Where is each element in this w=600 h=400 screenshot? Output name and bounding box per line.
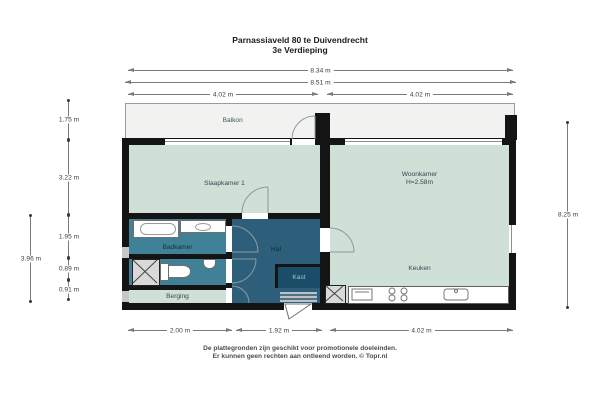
dim-bottom-middle-label: 1.92 m [266,328,292,335]
kitchen-appliance [352,289,372,300]
entrance-door-leaf [285,304,311,319]
balkon-door-arc [292,116,315,139]
room-badkamer-label: Badkamer [162,244,193,251]
dim-top-total-label: 8.34 m [307,68,333,75]
disclaimer-line1: De plattegronden zijn geschikt voor promotionele doeleinden. [203,345,397,352]
dim-left-badkamer-label: 1.95 m [56,233,82,240]
dim-top-inner-label: 8.51 m [307,80,333,87]
dim-left-berging-label: 0.91 m [56,287,82,294]
dim-bottom-right-label: 4.02 m [408,328,434,335]
slaapkamer-door-arc [242,187,268,213]
utility-shaft-cross [326,286,343,301]
berging-door-arc [232,286,249,303]
dim-left-balkon-label: 1.75 m [56,117,82,124]
disclaimer [0,345,600,361]
washing-machine-cross [133,260,157,283]
room-berging-label: Berging [166,293,189,300]
room-hal-label: Hal [271,246,281,253]
toilet-door-arc [232,259,256,283]
room-woonkamer-label: Woonkamer [401,171,438,178]
title-line2: 3e Verdieping [272,44,328,55]
room-woonkamer-ceiling-label: H=2.58m [406,179,433,186]
title-line1: Parnassiaveld 80 te Duivendrecht [232,35,368,45]
kitchen-sink [444,289,468,300]
room-balkon-label: Balkon [222,117,243,124]
disclaimer-line2: Er kunnen geen rechten aan ontleend worden. © Topr.nl [212,353,388,360]
room-kast-label: Kast [292,274,306,281]
woonkamer-door-arc [330,228,354,252]
badkamer-door-arc [232,226,258,252]
room-keuken-label: Keuken [408,265,431,272]
room-slaapkamer1-label: Slaapkamer 1 [204,180,245,187]
dim-bottom-left-label: 2.00 m [167,328,193,335]
stove-burners [389,288,407,301]
dim-top-left-label: 4.02 m [210,92,236,99]
dim-right-total-label: 8.25 m [555,212,581,219]
dim-left-total-label: 3.96 m [18,255,44,262]
dim-left-slaapkamer-label: 3.22 m [56,174,82,181]
dim-left-toilet-label: 0.89 m [56,266,82,273]
dim-top-right-label: 4.02 m [407,92,433,99]
